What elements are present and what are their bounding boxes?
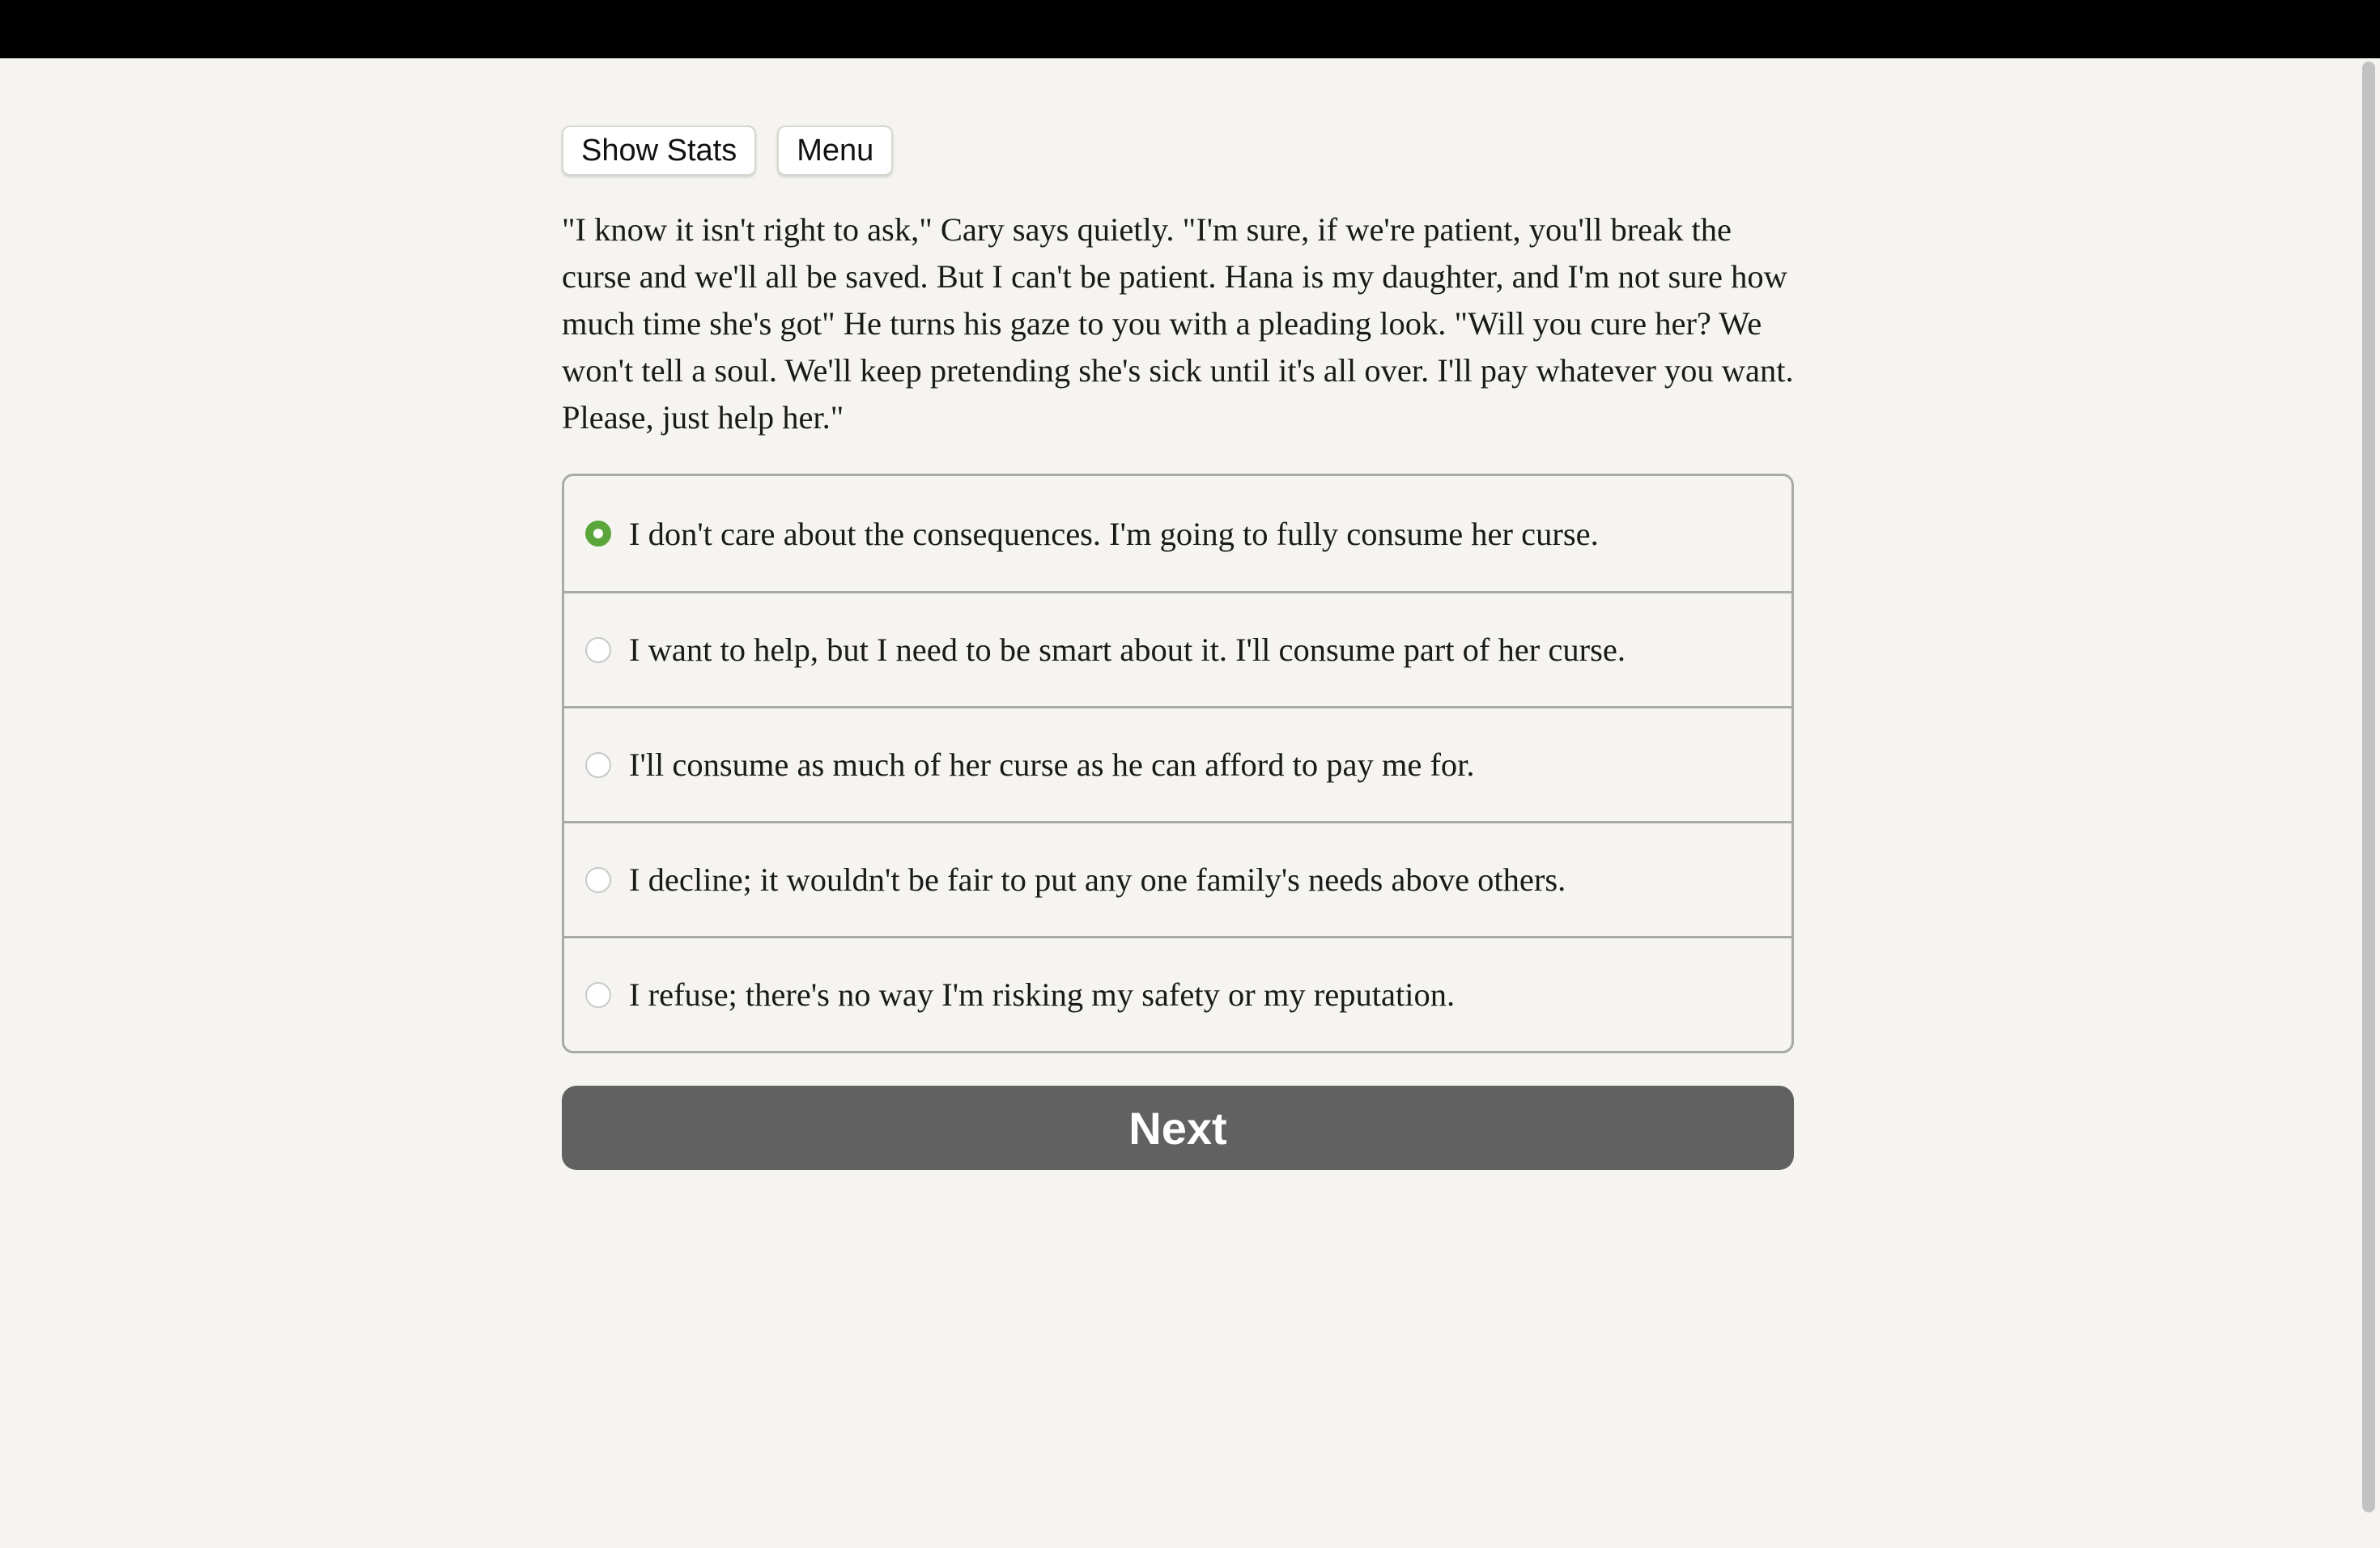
choice-option-3[interactable] <box>564 706 1791 821</box>
radio-empty-icon[interactable] <box>585 637 611 663</box>
choice-option-5[interactable] <box>564 936 1791 1051</box>
choice-label: I decline; it wouldn't be fair to put any one family's needs above others. <box>629 861 1566 898</box>
choice-label: I refuse; there's no way I'm risking my safety or my reputation. <box>629 976 1456 1013</box>
show-stats-button[interactable]: Show Stats <box>562 125 756 176</box>
top-button-bar <box>562 125 1794 176</box>
choice-label: I'll consume as much of her curse as he can afford to pay me for. <box>629 746 1475 783</box>
choice-option-1[interactable] <box>564 476 1791 591</box>
choice-label: I don't care about the consequences. I'm going to fully consume her curse. <box>629 515 1599 552</box>
radio-empty-icon[interactable] <box>585 752 611 778</box>
radio-selected-icon[interactable] <box>585 521 611 546</box>
game-content <box>562 125 1794 1170</box>
radio-empty-icon[interactable] <box>585 982 611 1008</box>
choice-label: I want to help, but I need to be smart about it. I'll consume part of her curse. <box>629 632 1626 668</box>
choice-list <box>562 474 1794 1053</box>
radio-empty-icon[interactable] <box>585 867 611 893</box>
next-button[interactable]: Next <box>562 1086 1794 1170</box>
scrollbar-thumb[interactable] <box>2362 62 2375 1512</box>
menu-button[interactable]: Menu <box>777 125 893 176</box>
story-passage: "I know it isn't right to ask," Cary says quietly. "I'm sure, if we're patient, you'll break the curse and we'll all be saved. But I can't be patient. Hana is my daughter, and I'm not sure how much time she's got" He turns his gaze to you with a pleading look. "Will you cure her? We won't tell a soul. We'll keep pretending she's sick until it's all over. I'll pay whatever you want. Please, just help her." <box>562 211 1794 436</box>
browser-top-bar <box>0 0 2380 58</box>
choice-option-2[interactable] <box>564 591 1791 706</box>
choice-option-4[interactable] <box>564 821 1791 936</box>
